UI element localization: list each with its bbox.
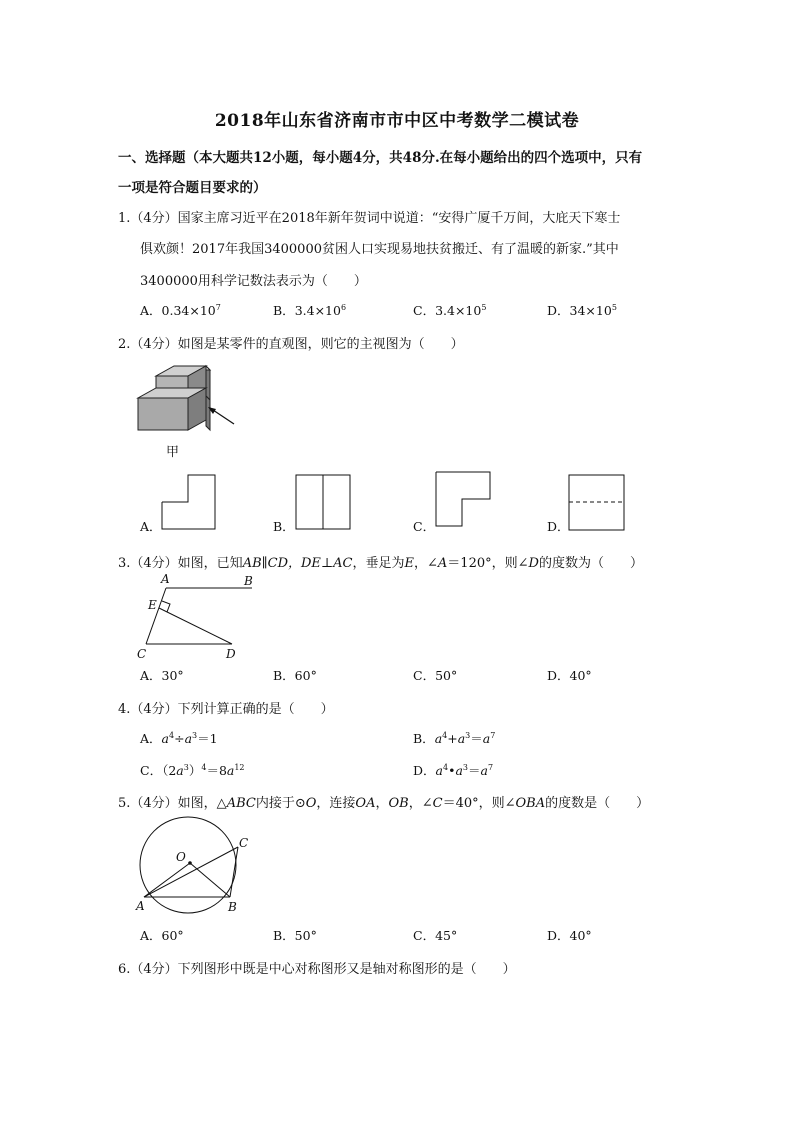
q3-figure <box>130 570 260 662</box>
q3-text: 3.（4分）如图，已知AB∥CD，DE⊥AC，垂足为E，∠A＝120°，则∠D的度数为（ ） <box>118 556 643 571</box>
q2-text: 2.（4分）如图是某零件的直观图，则它的主视图为（ ） <box>118 337 464 352</box>
q4-option-d: D．$a^4•a^3=a^7$ <box>413 763 494 778</box>
q1-option-d: D．$34\times 10^5$ <box>547 303 617 318</box>
q1-option-b: B．$3.4\times 10^6$ <box>273 303 347 318</box>
q1-option-c: C．$3.4\times 10^5$ <box>413 303 487 318</box>
q2-option-d-figure <box>568 474 628 532</box>
q2-part-3d-figure <box>130 358 250 438</box>
q3-option-a: A．30° <box>140 668 184 683</box>
q5-option-b: B．50° <box>273 928 317 943</box>
q5-figure <box>132 815 262 915</box>
q5-option-a: A．60° <box>140 928 184 943</box>
q2-option-c-label: C． <box>413 519 436 534</box>
q2-option-b-figure <box>295 474 355 532</box>
q2-figure-label: 甲 <box>166 445 180 460</box>
page-title: 2018年山东省济南市市中区中考数学二模试卷 <box>214 111 580 131</box>
q4-option-a: A．$a^4\div a^3=1$ <box>140 731 218 746</box>
q1-line2: 俱欢颜！2017年我国3400000贫困人口实现易地扶贫搬迁、有了温暖的新家.”其中 <box>140 242 619 257</box>
q2-option-a-label: A． <box>140 519 162 534</box>
q3-label-b: B <box>244 574 253 588</box>
q2-option-b-label: B． <box>273 519 295 534</box>
q5-label-o: O <box>176 850 186 864</box>
q1-line3: 3400000用科学记数法表示为（ ） <box>140 274 367 289</box>
q5-label-c: C <box>239 836 249 850</box>
q4-text: 4.（4分）下列计算正确的是（ ） <box>118 702 334 717</box>
q2-option-a-figure <box>160 474 220 532</box>
q5-option-d: D．40° <box>547 928 592 943</box>
q5-label-b: B <box>228 900 237 914</box>
q1-option-a: A．$0.34\times 10^7$ <box>140 303 221 318</box>
q3-option-c: C．50° <box>413 668 458 683</box>
q5-text: 5.（4分）如图，△ABC内接于⊙O，连接OA，OB，∠C＝40°，则∠OBA的度数是（ ） <box>118 796 650 811</box>
q3-label-c: C <box>137 647 147 661</box>
q5-option-c: C．45° <box>413 928 458 943</box>
q5-label-a: A <box>136 899 145 913</box>
q3-option-b: B．60° <box>273 668 317 683</box>
q3-label-d: D <box>226 647 236 661</box>
q6-text: 6.（4分）下列图形中既是中心对称图形又是轴对称图形的是（ ） <box>118 962 516 977</box>
q2-option-d-label: D． <box>547 519 570 534</box>
q3-option-d: D．40° <box>547 668 592 683</box>
section-header-line1: 一、选择题（本大题共12小题，每小题4分，共48分.在每小题给出的四个选项中，只有 <box>118 150 643 166</box>
section-header-line2: 一项是符合题目要求的） <box>118 180 267 196</box>
q1-line1: 1.（4分）国家主席习近平在2018年新年贺词中说道：“安得广厦千万间，大庇天下寒士 <box>118 211 621 226</box>
q4-option-c: C．$(2a^3)^4=8a^{12}$ <box>140 763 245 778</box>
q4-option-b: B．$a^4+a^3=a^7$ <box>413 731 496 746</box>
q3-label-e: E <box>148 598 157 612</box>
q3-label-a: A <box>161 572 170 586</box>
q2-option-c-figure <box>434 471 496 531</box>
